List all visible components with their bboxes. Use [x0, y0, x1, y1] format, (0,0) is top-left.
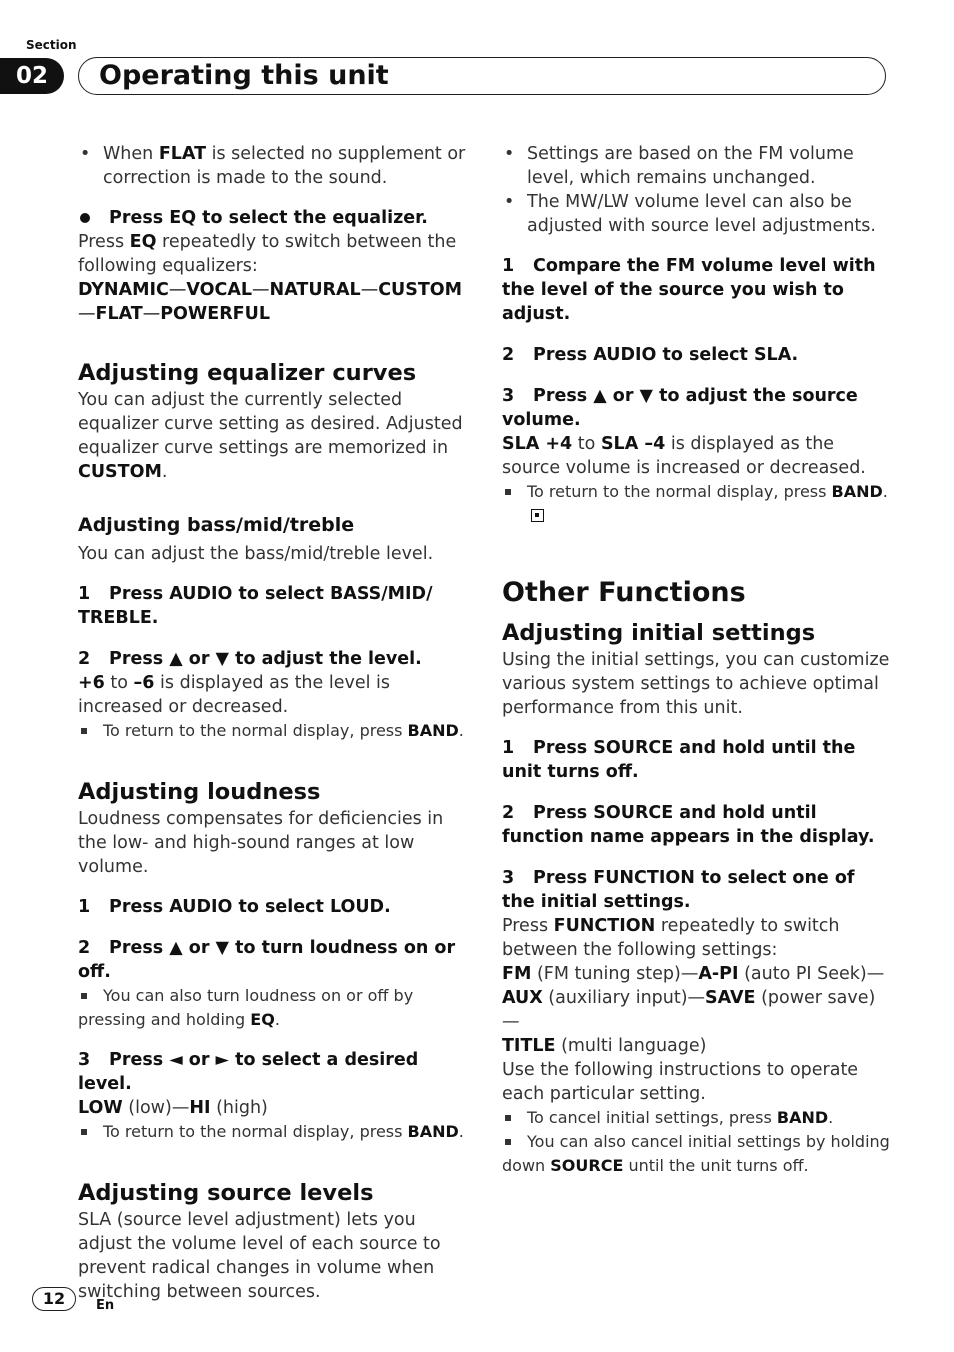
note-square-icon	[81, 1129, 87, 1135]
init-note-2: You can also cancel initial settings by holding down SOURCE until the unit turns off.	[502, 1132, 890, 1175]
bass-range: +6 to –6 is displayed as the level is increased or decreased.	[78, 673, 391, 717]
curves-text: You can adjust the currently selected equalizer curve setting as desired. Adjusted equalizer curve settings are memorized in CUSTOM.	[78, 390, 463, 482]
sla-note: To return to the normal display, press BAND.	[502, 480, 892, 528]
init-note-1: To cancel initial settings, press BAND.	[502, 1106, 892, 1130]
init-step-1: 1 Press SOURCE and hold until the unit turns off.	[502, 738, 856, 782]
loudness-text: Loudness compensates for deficiencies in the low- and high-sound ranges at low volume.	[78, 809, 444, 877]
right-column	[502, 142, 892, 1178]
bass-step-1: 1 Press AUDIO to select BASS/MID/ TREBLE.	[78, 584, 433, 628]
bullet-dot-icon	[80, 213, 90, 223]
source-levels-heading: Adjusting source levels	[78, 1180, 374, 1206]
loudness-step-2: 2 Press ▲ or ▼ to turn loudness on or off.	[78, 938, 456, 982]
page-number: 12	[32, 1287, 76, 1311]
equalizer-list: DYNAMIC—VOCAL—NATURAL—CUSTOM —FLAT—POWERFUL	[78, 280, 463, 324]
sla-step-3: 3 Press ▲ or ▼ to adjust the source volume.	[502, 386, 858, 430]
other-functions-heading: Other Functions	[502, 577, 746, 608]
sla-bullet-1: • Settings are based on the FM volume level, which remains unchanged.	[502, 142, 892, 190]
loudness-note-2: To return to the normal display, press BAND.	[78, 1120, 466, 1144]
init-step-3: 3 Press FUNCTION to select one of the initial settings.	[502, 868, 855, 912]
bass-step-2: 2 Press ▲ or ▼ to adjust the level.	[78, 649, 422, 669]
note-square-icon	[505, 1139, 511, 1145]
note-square-icon	[81, 993, 87, 999]
init-settings-list: FM (FM tuning step)—A-PI (auto PI Seek)— AUX (auxiliary input)—SAVE (power save)— TITLE (multi language)	[502, 964, 885, 1056]
page-title-box	[78, 57, 886, 95]
eq-step: Press EQ to select the equalizer.	[78, 206, 466, 230]
initial-settings-heading: Adjusting initial settings	[502, 620, 816, 646]
section-number-badge: 02	[0, 58, 64, 94]
language-label: En	[96, 1298, 115, 1313]
loudness-step-3: 3 Press ◄ or ► to select a desired level.	[78, 1050, 419, 1094]
init-step-2: 2 Press SOURCE and hold until function name appears in the display.	[502, 803, 875, 847]
init-description: Press FUNCTION repeatedly to switch between the following settings:	[502, 916, 840, 960]
loudness-step-1: 1 Press AUDIO to select LOUD.	[78, 897, 391, 917]
init-instructions: Use the following instructions to operate each particular setting.	[502, 1060, 859, 1104]
sla-step-2: 2 Press AUDIO to select SLA.	[502, 345, 799, 365]
section-label: Section	[26, 38, 77, 52]
note-square-icon	[505, 1115, 511, 1121]
sla-step-1: 1 Compare the FM volume level with the level of the source you wish to adjust.	[502, 256, 876, 324]
page-title: Operating this unit	[99, 60, 389, 91]
sla-bullet-2: • The MW/LW volume level can also be adjusted with source level adjustments.	[502, 190, 892, 238]
end-mark-icon	[531, 509, 544, 522]
eq-description: Press EQ repeatedly to switch between the following equalizers:	[78, 232, 457, 276]
flat-bullet: • When FLAT is selected no supplement or correction is made to the sound.	[78, 142, 466, 190]
left-column	[78, 142, 466, 1304]
bass-heading: Adjusting bass/mid/treble	[78, 514, 355, 536]
bass-note: To return to the normal display, press BAND.	[78, 719, 466, 743]
loudness-levels: LOW (low)—HI (high)	[78, 1098, 268, 1118]
sla-range: SLA +4 to SLA –4 is displayed as the source volume is increased or decreased.	[502, 434, 866, 478]
bass-text: You can adjust the bass/mid/treble level.	[78, 544, 434, 564]
note-square-icon	[81, 728, 87, 734]
loudness-heading: Adjusting loudness	[78, 779, 321, 805]
loudness-note: You can also turn loudness on or off by pressing and holding EQ.	[78, 986, 414, 1029]
source-levels-text: SLA (source level adjustment) lets you adjust the volume level of each source to prevent radical changes in volume when switching between sources.	[78, 1210, 441, 1302]
note-square-icon	[505, 489, 511, 495]
initial-settings-text: Using the initial settings, you can customize various system settings to achieve optimal performance from this unit.	[502, 650, 890, 718]
curves-heading: Adjusting equalizer curves	[78, 360, 417, 386]
